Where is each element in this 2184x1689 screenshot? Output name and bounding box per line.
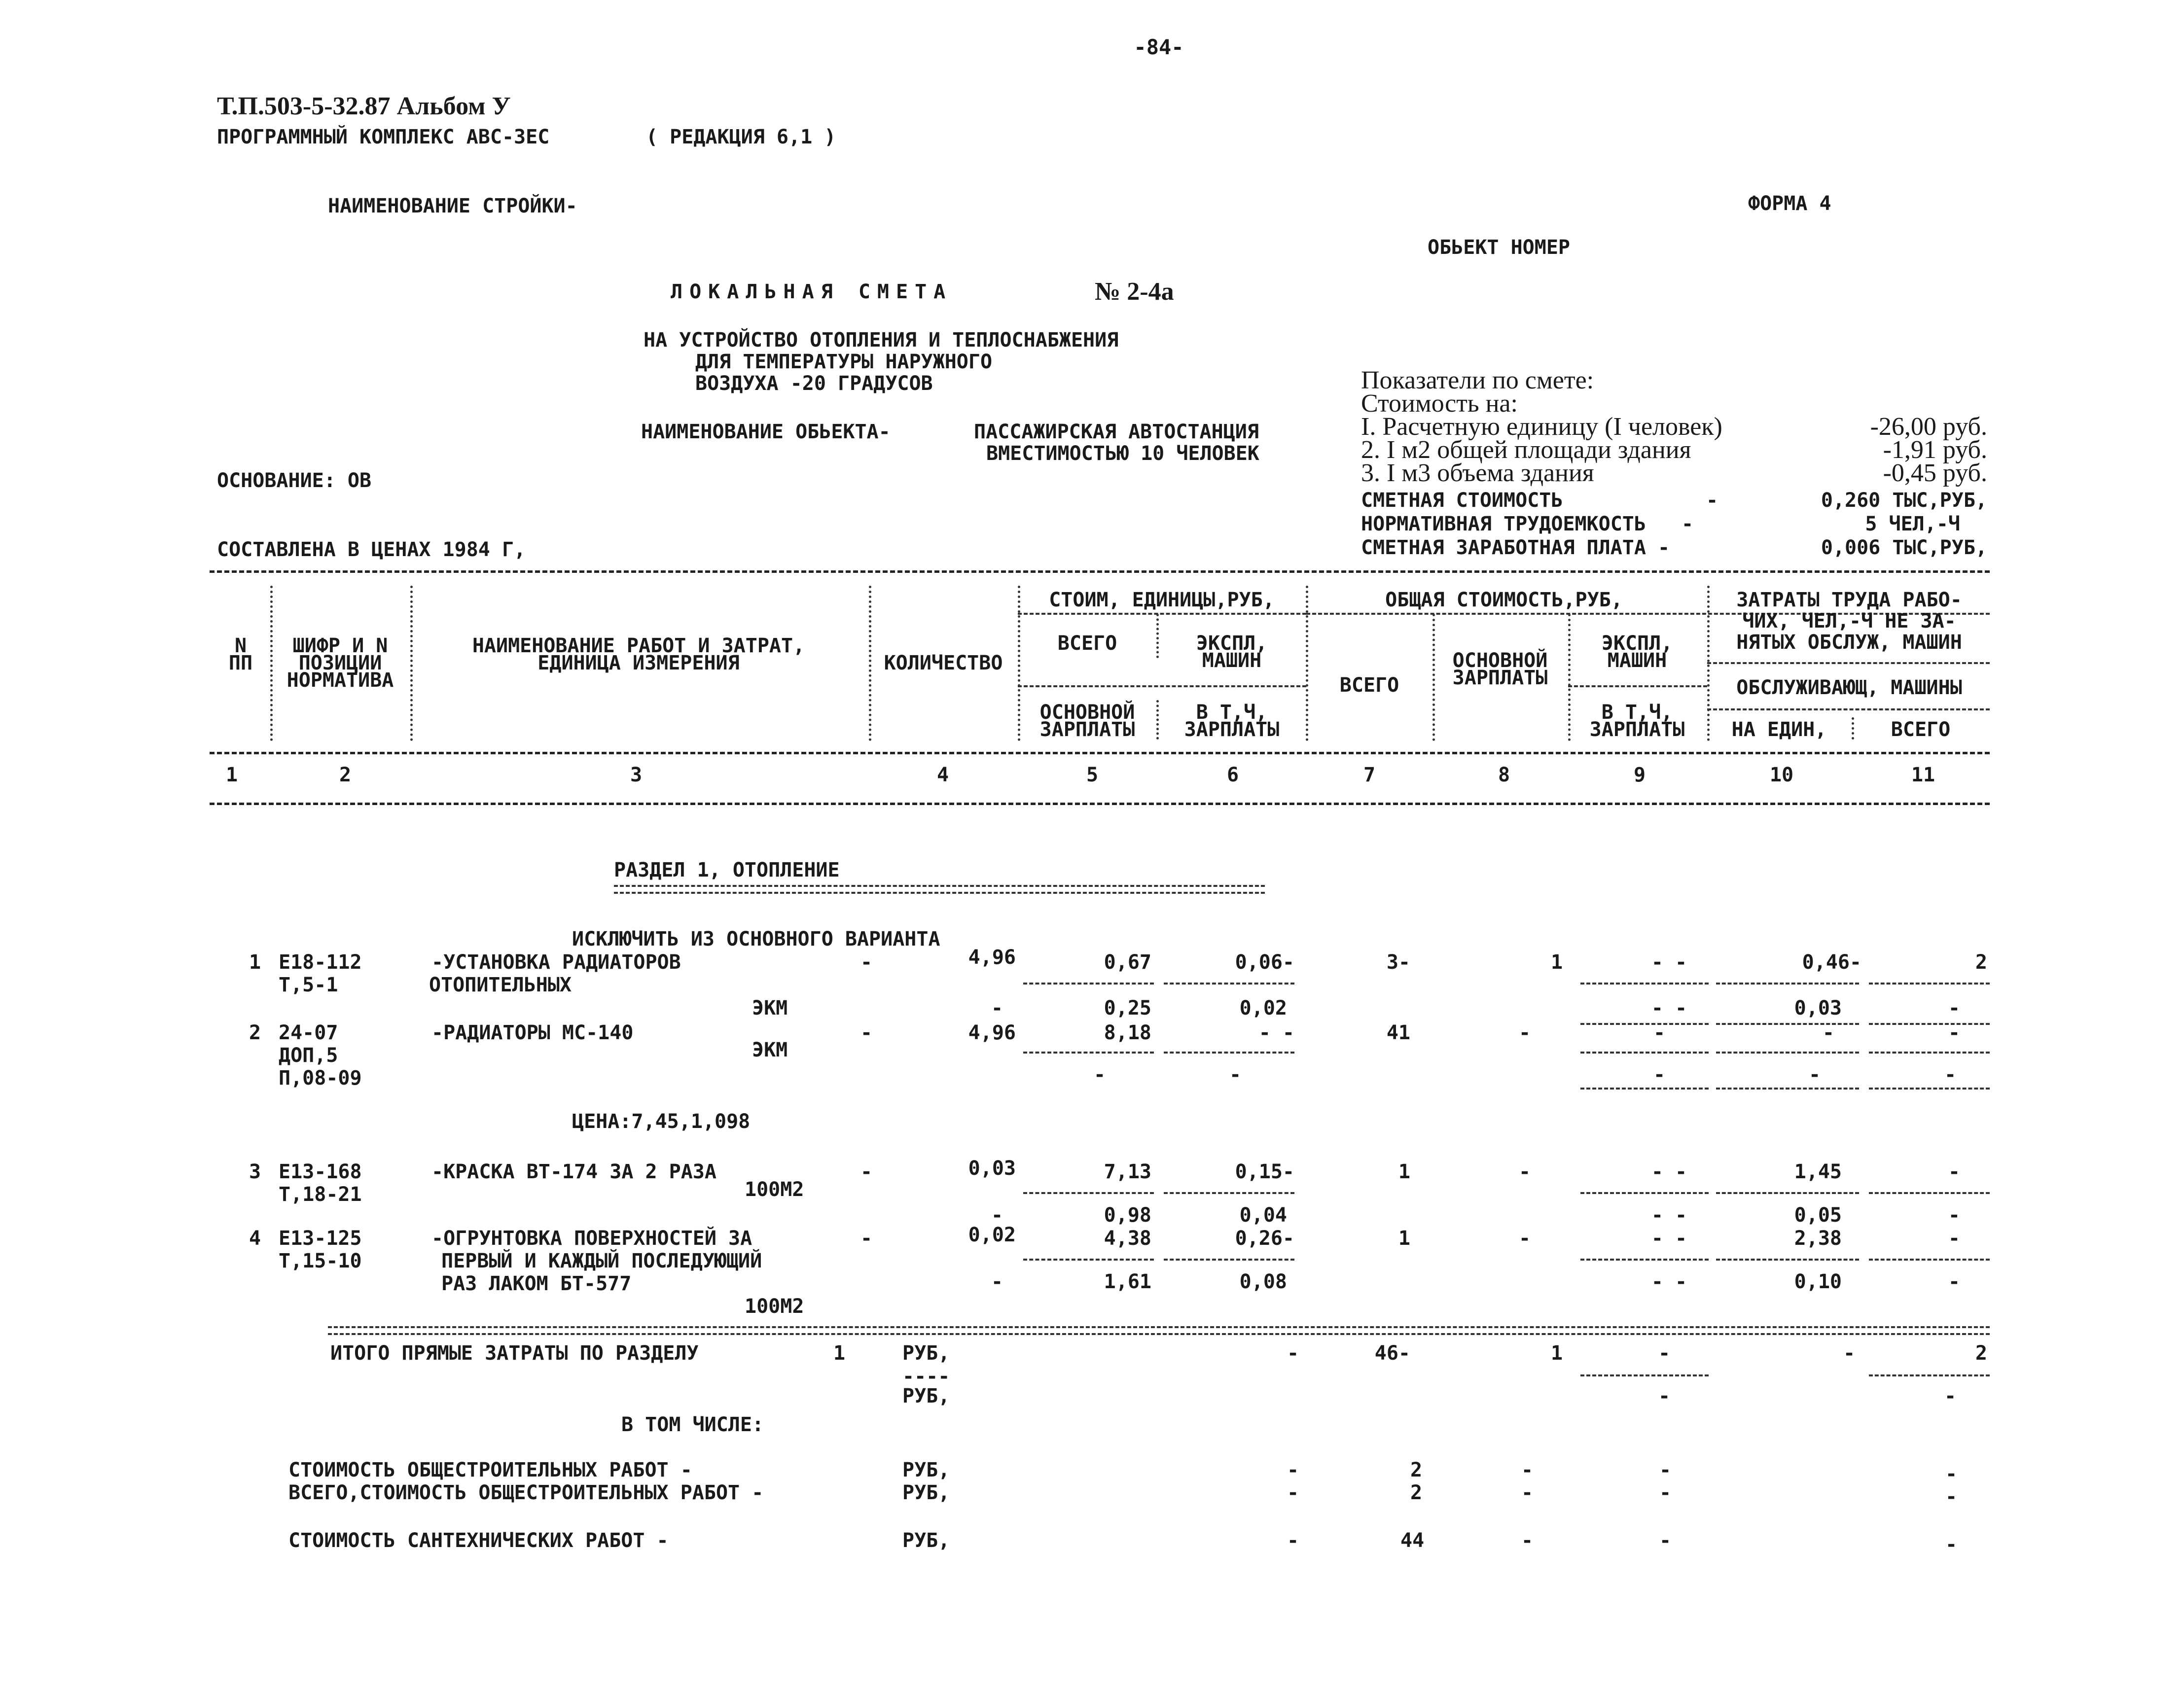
row-labor-service-unit: 0,10	[1794, 1270, 1842, 1293]
col-header-labor: ЗАТРАТЫ ТРУДА РАБО-	[1736, 589, 1962, 611]
row-name: -УСТАНОВКА РАДИАТОРОВ	[431, 951, 681, 974]
row-code: Е18-112	[279, 951, 362, 974]
row-code: Е13-168	[279, 1161, 362, 1183]
estimate-number: № 2-4а	[1095, 278, 1174, 306]
col-number-label: 7	[1363, 764, 1376, 786]
indicator-per-person-label: I. Расчетную единицу (I человек)	[1361, 413, 1722, 441]
row-dash: -	[1808, 1063, 1821, 1086]
row-quantity: 0,03	[968, 1157, 1016, 1180]
dash-line	[1580, 983, 1709, 985]
row-name: -ОГРУНТОВКА ПОВЕРХНОСТЕЙ ЗА	[431, 1227, 752, 1250]
row-dash: -	[1521, 1459, 1534, 1481]
dash-line	[1716, 1088, 1859, 1090]
row-labor-total: -	[1948, 1021, 1960, 1044]
object-name-label: НАИМЕНОВАНИЕ ОБЬЕКТА-	[641, 421, 891, 443]
row-dash: -	[1659, 1481, 1672, 1504]
estimate-subject-1: НА УСТРОЙСТВО ОТОПЛЕНИЯ И ТЕПЛОСНАБЖЕНИЯ	[644, 329, 1119, 352]
dash-line	[1164, 1259, 1294, 1261]
dash-line	[1580, 1192, 1709, 1194]
row-number: 1	[249, 951, 261, 974]
row-labor-total: 2	[1975, 951, 1987, 974]
row-total: 3-	[1386, 951, 1410, 974]
total-general-works-label: ВСЕГО,СТОИМОСТЬ ОБЩЕСТРОИТЕЛЬНЫХ РАБОТ -	[288, 1481, 764, 1504]
construction-name-label: НАИМЕНОВАНИЕ СТРОЙКИ-	[328, 195, 577, 217]
wage-fund-label: СМЕТНАЯ ЗАРАБОТНАЯ ПЛАТА -	[1361, 536, 1670, 559]
row-labor-service-unit: 0,03	[1794, 997, 1842, 1020]
col-header-unit-wages: ОСНОВНОЙ	[1039, 701, 1135, 724]
header-subrule	[1707, 708, 1990, 710]
labor-intensity-dash: -	[1682, 513, 1694, 535]
row-dash: -	[991, 997, 1003, 1020]
dash-line	[1869, 1088, 1990, 1090]
totals-machines: -	[1658, 1342, 1671, 1365]
dash-line	[1716, 1259, 1859, 1261]
row-quantity: 0,02	[968, 1224, 1016, 1246]
row-unit: 100М2	[745, 1295, 804, 1318]
row-labor-service-unit: 0,05	[1794, 1204, 1842, 1227]
row-total-machines: -	[1653, 1021, 1666, 1044]
col-divider	[869, 586, 871, 741]
row-labor-per-unit: 1,45	[1794, 1161, 1842, 1183]
row-total-wages: -	[1519, 1227, 1531, 1250]
col-header-total-wages: ОСНОВНОЙ	[1452, 649, 1548, 672]
totals-unit-dash: ----	[902, 1365, 950, 1388]
row-dash: -	[1944, 1063, 1957, 1086]
dash-line	[1580, 1088, 1709, 1090]
totals-labor-total: 2	[1975, 1342, 1987, 1365]
dash-line	[1164, 1192, 1294, 1194]
table-header-bottom-rule	[210, 803, 1990, 805]
row-name: ПЕРВЫЙ И КАЖДЫЙ ПОСЛЕДУЮЩИЙ	[441, 1250, 762, 1272]
row-dash: -	[860, 1227, 873, 1250]
col-number-label: 10	[1769, 764, 1794, 786]
section-underline	[614, 885, 1265, 894]
col-number-label: 8	[1498, 764, 1510, 786]
header-subrule	[1018, 613, 1306, 615]
row-dash: -	[991, 1270, 1003, 1293]
row-name: РАЗ ЛАКОМ БТ-577	[441, 1272, 632, 1295]
header-subrule	[1568, 685, 1707, 687]
col-divider	[1852, 717, 1854, 739]
estimate-title: ЛОКАЛЬНАЯ СМЕТА	[671, 281, 953, 303]
table-header-rule	[210, 752, 1990, 754]
indicators-cost-heading: Стоимость на:	[1361, 389, 1518, 418]
basis: ОСНОВАНИЕ: ОВ	[217, 469, 372, 492]
totals-dash: -	[1287, 1342, 1299, 1365]
indicator-per-m3-label: 3. I м3 объема здания	[1361, 459, 1594, 487]
row-total-machines: - -	[1651, 951, 1687, 974]
plumbing-works-unit: РУБ,	[902, 1529, 950, 1552]
dash-line	[1716, 1023, 1859, 1025]
row-dash: -	[1287, 1529, 1299, 1552]
col-number-label: 9	[1633, 764, 1646, 786]
exclude-note: ИСКЛЮЧИТЬ ИЗ ОСНОВНОГО ВАРИАНТА	[572, 928, 940, 950]
row-code: ДОП,5	[279, 1044, 338, 1067]
col-divider	[270, 586, 273, 741]
price-note: ЦЕНА:7,45,1,098	[572, 1110, 751, 1133]
col-header-total-machines: МАШИН	[1607, 649, 1667, 672]
col-divider	[1018, 586, 1020, 741]
object-name-1: ПАССАЖИРСКАЯ АВТОСТАНЦИЯ	[974, 421, 1259, 443]
labor-intensity-label: НОРМАТИВНАЯ ТРУДОЕМКОСТЬ	[1361, 513, 1646, 535]
row-total-wages: 1	[1551, 951, 1563, 974]
row-labor-total: -	[1948, 1161, 1960, 1183]
row-dash: -	[1659, 1459, 1672, 1481]
row-dash: -	[1945, 1485, 1958, 1508]
col-number-label: 3	[630, 764, 643, 786]
dash-line	[1023, 1052, 1154, 1054]
col-header-labor: НЯТЫХ ОБСЛУЖ, МАШИН	[1736, 631, 1962, 654]
row-code: П,08-09	[279, 1067, 362, 1090]
row-total: 41	[1386, 1021, 1410, 1044]
row-unit: ЭКМ	[752, 1039, 788, 1061]
dash-line	[1869, 1374, 1990, 1376]
indicator-per-m2-label: 2. I м2 общей площади здания	[1361, 436, 1691, 464]
col-header-total-machines: ЭКСПЛ,	[1601, 632, 1673, 655]
row-labor-service-total: -	[1948, 1270, 1960, 1293]
row-unit-machines: 0,26-	[1235, 1227, 1294, 1250]
form-number: ФОРМА 4	[1748, 192, 1831, 215]
row-unit: 100М2	[745, 1178, 804, 1201]
program-name: ПРОГРАММНЫЙ КОМПЛЕКС АВС-ЗЕС	[217, 126, 550, 148]
dash-line	[1580, 1023, 1709, 1025]
row-dash: -	[1287, 1481, 1299, 1504]
row-total-machines: - -	[1651, 1227, 1687, 1250]
general-works-label: СТОИМОСТЬ ОБЩЕСТРОИТЕЛЬНЫХ РАБОТ -	[288, 1459, 692, 1481]
col-header-unit-machines: ЭКСПЛ,	[1196, 632, 1268, 655]
general-works-value: 2	[1410, 1459, 1423, 1481]
row-total-incl-wage: - -	[1651, 1270, 1687, 1293]
col-header-total-incl-wages: В Т,Ч,	[1601, 701, 1673, 724]
row-code: Т,18-21	[279, 1183, 362, 1206]
row-unit-wage: 0,25	[1104, 997, 1151, 1020]
estimated-cost-dash: -	[1706, 489, 1719, 512]
totals-total: 46-	[1374, 1342, 1410, 1365]
object-number-label: ОБЬЕКТ НОМЕР	[1428, 236, 1570, 259]
col-number-label: 11	[1911, 764, 1935, 786]
row-unit-price: 0,67	[1104, 951, 1151, 974]
page-number: -84-	[1134, 35, 1184, 59]
total-general-works-value: 2	[1410, 1481, 1423, 1504]
row-unit-wage: 0,98	[1104, 1204, 1151, 1227]
row-code: Т,5-1	[279, 974, 338, 996]
including-label: В ТОМ ЧИСЛЕ:	[621, 1413, 764, 1436]
col-number-label: 1	[225, 764, 238, 786]
row-unit-wage: 1,61	[1104, 1270, 1151, 1293]
totals-machines-wage: -	[1658, 1385, 1671, 1408]
estimated-cost-value: 0,260 ТЫС,РУБ,	[1821, 489, 1987, 512]
row-total: 1	[1398, 1227, 1410, 1250]
indicator-per-m3-value: -0,45 руб.	[1883, 459, 1987, 487]
col-header-total-incl-wages: ЗАРПЛАТЫ	[1589, 718, 1685, 741]
col-header-unit-incl-wages: В Т,Ч,	[1196, 701, 1268, 724]
header-subrule	[1018, 685, 1306, 687]
col-number-label: 4	[936, 764, 949, 786]
plumbing-works-label: СТОИМОСТЬ САНТЕХНИЧЕСКИХ РАБОТ -	[288, 1529, 669, 1552]
col-divider	[1568, 614, 1571, 741]
indicator-per-person-value: -26,00 руб.	[1870, 413, 1987, 441]
totals-section: 1	[833, 1342, 846, 1365]
col-number-label: 5	[1086, 764, 1099, 786]
dash-line	[1869, 1023, 1990, 1025]
estimate-subject-3: ВОЗДУХА -20 ГРАДУСОВ	[695, 372, 933, 395]
row-labor-total: -	[1948, 1227, 1960, 1250]
row-unit-price: 7,13	[1104, 1161, 1151, 1183]
row-labor-service-total: -	[1948, 997, 1960, 1020]
row-total-machines: - -	[1651, 1161, 1687, 1183]
row-code: Т,15-10	[279, 1250, 362, 1272]
col-header-unit-total: ВСЕГО	[1057, 632, 1117, 655]
col-header-unit-incl-wages: ЗАРПЛАТЫ	[1184, 718, 1280, 741]
row-unit-incl-wage: 0,08	[1239, 1270, 1287, 1293]
col-header-name: ЕДИНИЦА ИЗМЕРЕНИЯ	[537, 652, 740, 674]
totals-label: ИТОГО ПРЯМЫЕ ЗАТРАТЫ ПО РАЗДЕЛУ	[330, 1342, 699, 1365]
row-name: -КРАСКА ВТ-174 ЗА 2 РАЗА	[431, 1161, 716, 1183]
col-header-labor-service: ОБСЛУЖИВАЮЩ, МАШИНЫ	[1736, 676, 1962, 699]
dash-line	[1869, 983, 1990, 985]
row-name: ОТОПИТЕЛЬНЫХ	[429, 974, 572, 996]
row-dash: -	[860, 951, 873, 974]
dash-line	[1164, 1052, 1294, 1054]
row-number: 3	[249, 1161, 261, 1183]
total-general-works-unit: РУБ,	[902, 1481, 950, 1504]
col-header-unit-machines: МАШИН	[1202, 649, 1262, 672]
dash-line	[1580, 1259, 1709, 1261]
col-header-total-cost: ОБЩАЯ СТОИМОСТЬ,РУБ,	[1385, 589, 1623, 611]
row-unit: ЭКМ	[752, 997, 788, 1020]
col-header-name: НАИМЕНОВАНИЕ РАБОТ И ЗАТРАТ,	[472, 634, 805, 657]
row-code: 24-07	[279, 1021, 338, 1044]
dash-line	[1869, 1052, 1990, 1054]
row-quantity: 4,96	[968, 946, 1016, 969]
col-divider	[1306, 586, 1308, 741]
dash-line	[1023, 983, 1154, 985]
edition: ( РЕДАКЦИЯ 6,1 )	[646, 126, 836, 148]
col-header-labor-per-unit: НА ЕДИН,	[1731, 718, 1827, 741]
dash-line	[1580, 1374, 1709, 1376]
col-header-labor: ЧИХ, ЧЕЛ,-Ч НЕ ЗА-	[1742, 610, 1956, 633]
row-total-wages: -	[1519, 1161, 1531, 1183]
dash-line	[1716, 1052, 1859, 1054]
row-dash: -	[860, 1161, 873, 1183]
object-name-2: ВМЕСТИМОСТЬЮ 10 ЧЕЛОВЕК	[986, 442, 1259, 465]
wage-fund-value: 0,006 ТЫС,РУБ,	[1821, 536, 1987, 559]
header-subrule	[1707, 662, 1990, 664]
row-dash: -	[991, 1204, 1003, 1227]
row-unit-price: 4,38	[1104, 1227, 1151, 1250]
col-header-code: ШИФР И N	[292, 634, 388, 657]
dash-line	[1580, 1052, 1709, 1054]
dash-line	[1716, 1192, 1859, 1194]
row-unit-machines: 0,15-	[1235, 1161, 1294, 1183]
row-unit-price: 8,18	[1104, 1021, 1151, 1044]
row-dash: -	[1229, 1063, 1242, 1086]
row-total-incl-wage: - -	[1651, 1204, 1687, 1227]
totals-unit: РУБ,	[902, 1385, 950, 1408]
row-unit-machines: 0,06-	[1235, 951, 1294, 974]
col-divider	[1432, 614, 1435, 741]
album-title: Т.П.503-5-32.87 Альбом У	[217, 92, 511, 120]
indicator-per-m2-value: -1,91 руб.	[1883, 436, 1987, 464]
row-dash: -	[1653, 1063, 1666, 1086]
col-number-label: 6	[1226, 764, 1239, 786]
row-dash: -	[1521, 1529, 1534, 1552]
general-works-unit: РУБ,	[902, 1459, 950, 1481]
row-name: -РАДИАТОРЫ МС-140	[431, 1021, 634, 1044]
col-number-label: 2	[339, 764, 352, 786]
estimate-subject-2: ДЛЯ ТЕМПЕРАТУРЫ НАРУЖНОГО	[695, 351, 993, 373]
row-labor-service-total: -	[1948, 1204, 1960, 1227]
row-unit-machines: - -	[1258, 1021, 1294, 1044]
table-top-rule	[210, 570, 1990, 573]
price-base: СОСТАВЛЕНА В ЦЕНАХ 1984 Г,	[217, 538, 526, 561]
row-labor-per-unit: 2,38	[1794, 1227, 1842, 1250]
row-quantity: 4,96	[968, 1021, 1016, 1044]
totals-rule	[328, 1326, 1990, 1335]
row-labor-per-unit: -	[1822, 1021, 1834, 1044]
col-header-unit-cost: СТОИМ, ЕДИНИЦЫ,РУБ,	[1049, 589, 1275, 611]
row-dash: -	[1945, 1463, 1958, 1485]
totals-labor-service: -	[1944, 1385, 1957, 1408]
row-dash: -	[1093, 1063, 1106, 1086]
col-header-unit-wages: ЗАРПЛАТЫ	[1039, 718, 1135, 741]
row-dash: -	[1521, 1481, 1534, 1504]
dash-line	[1164, 983, 1294, 985]
totals-unit: РУБ,	[902, 1342, 950, 1365]
dash-line	[1023, 1259, 1154, 1261]
row-labor-per-unit: 0,46-	[1802, 951, 1862, 974]
row-total-incl-wage: - -	[1651, 997, 1687, 1020]
col-header-quantity: КОЛИЧЕСТВО	[884, 652, 1003, 674]
estimated-cost-label: СМЕТНАЯ СТОИМОСТЬ	[1361, 489, 1563, 512]
col-header-number: N	[234, 634, 247, 657]
col-divider	[1156, 614, 1159, 658]
dash-line	[1023, 1192, 1154, 1194]
col-divider	[1156, 700, 1159, 739]
row-unit-incl-wage: 0,02	[1239, 997, 1287, 1020]
dash-line	[1716, 983, 1859, 985]
col-header-code: НОРМАТИВА	[286, 669, 394, 692]
col-header-labor-total: ВСЕГО	[1891, 718, 1951, 741]
section-title: РАЗДЕЛ 1, ОТОПЛЕНИЕ	[614, 859, 840, 881]
row-total: 1	[1398, 1161, 1410, 1183]
row-dash: -	[1659, 1529, 1672, 1552]
labor-intensity-value: 5 ЧЕЛ,-Ч	[1865, 513, 1960, 535]
col-divider	[410, 586, 413, 741]
row-number: 2	[249, 1021, 261, 1044]
totals-wages: 1	[1551, 1342, 1563, 1365]
row-dash: -	[860, 1021, 873, 1044]
plumbing-works-value: 44	[1400, 1529, 1425, 1552]
indicators-heading: Показатели по смете:	[1361, 366, 1594, 394]
dash-line	[1869, 1259, 1990, 1261]
row-number: 4	[249, 1227, 261, 1250]
row-dash: -	[1287, 1459, 1299, 1481]
col-header-total-wages: ЗАРПЛАТЫ	[1452, 667, 1548, 689]
row-code: Е13-125	[279, 1227, 362, 1250]
row-total-wages: -	[1519, 1021, 1531, 1044]
col-header-total: ВСЕГО	[1339, 674, 1399, 697]
row-unit-incl-wage: 0,04	[1239, 1204, 1287, 1227]
totals-labor-unit: -	[1843, 1342, 1856, 1365]
col-header-number: ПП	[228, 652, 253, 674]
dash-line	[1869, 1192, 1990, 1194]
col-header-code: ПОЗИЦИИ	[298, 652, 382, 674]
row-dash: -	[1945, 1533, 1958, 1556]
